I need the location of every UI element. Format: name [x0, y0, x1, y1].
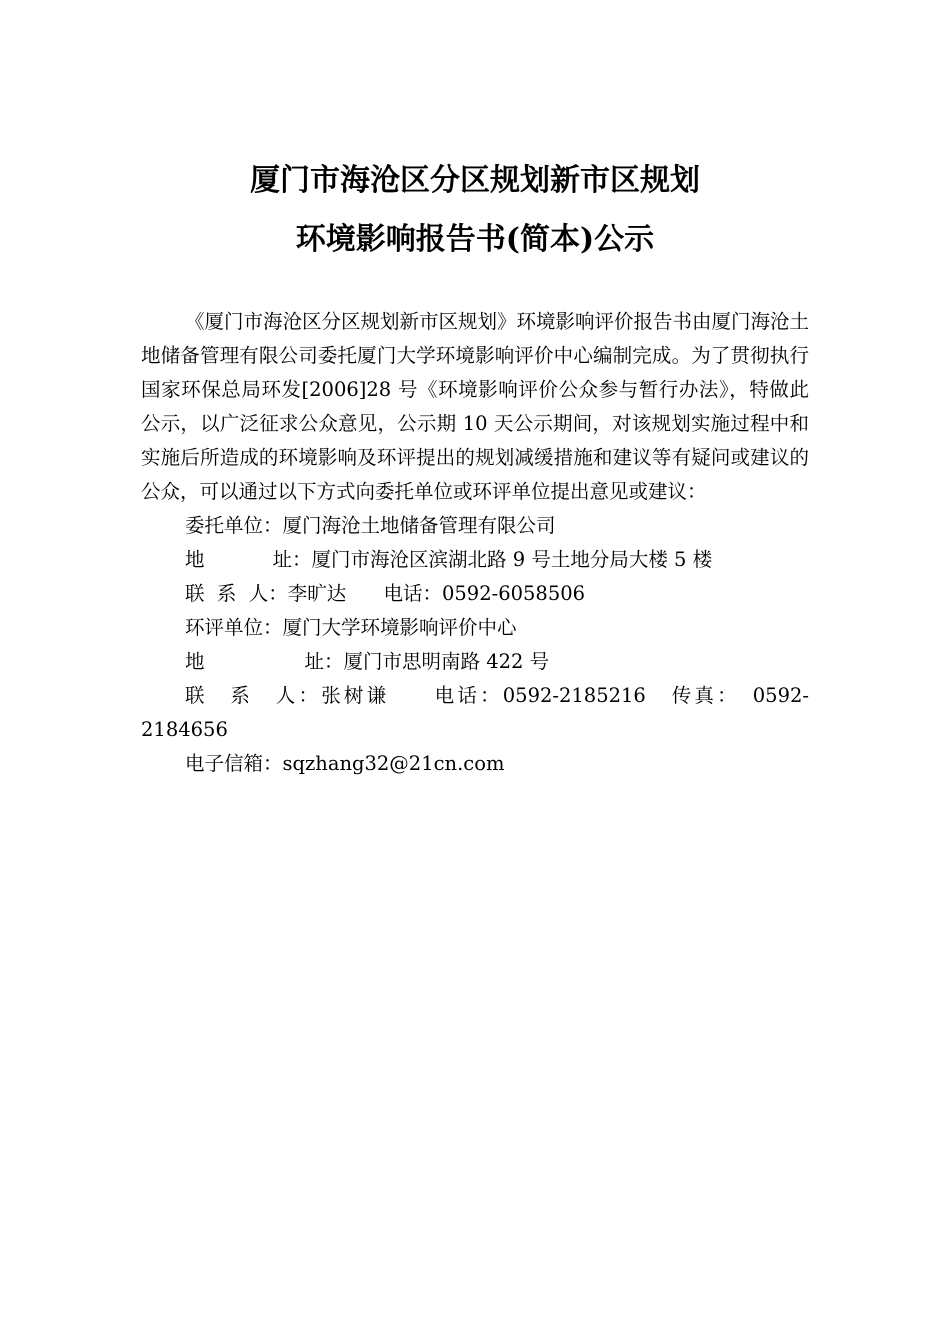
intro-paragraph: 《厦门市海沧区分区规划新市区规划》环境影响评价报告书由厦门海沧土地储备管理有限公司委托厦门大学环境影响评价中心编制完成。为了贯彻执行国家环保总局环发[2006]28 号《环境影响评价公众参与暂行办法》，特做此公示，以广泛征求公众意见，公示期 10 天公示期间，对该规划实施过程中和实施后所造成的环境影响及环评提出的规划减缓措施和建议等有疑问或建议的公众，可以通过以下方式向委托单位或环评单位提出意见或建议：	[141, 310, 810, 503]
eia-contact-line: 联 系 人：张树谦 电话：0592-2185216 传真： 0592-	[185, 684, 809, 707]
email-line: 电子信箱：sqzhang32@21cn.com	[185, 752, 505, 775]
client-address-line	[141, 543, 809, 577]
client-address-label: 地	[185, 548, 205, 571]
document-title-line2: 环境影响报告书(简本)公示	[295, 222, 655, 257]
eia-address-value: 址：厦门市思明南路 422 号	[304, 650, 550, 673]
eia-address-line	[141, 645, 809, 679]
client-unit-line: 委托单位：厦门海沧土地储备管理有限公司	[185, 514, 556, 537]
eia-unit-line: 环评单位：厦门大学环境影响评价中心	[185, 616, 517, 639]
document-body	[141, 305, 809, 781]
eia-contact-continuation: 2184656	[141, 718, 228, 741]
document-title-line1: 厦门市海沧区分区规划新市区规划	[250, 163, 700, 198]
eia-address-label: 地	[185, 650, 205, 673]
client-contact-line: 联 系 人：李旷达 电话：0592-6058506	[185, 582, 586, 605]
client-address-value: 址：厦门市海沧区滨湖北路 9 号土地分局大楼 5 楼	[272, 548, 713, 571]
